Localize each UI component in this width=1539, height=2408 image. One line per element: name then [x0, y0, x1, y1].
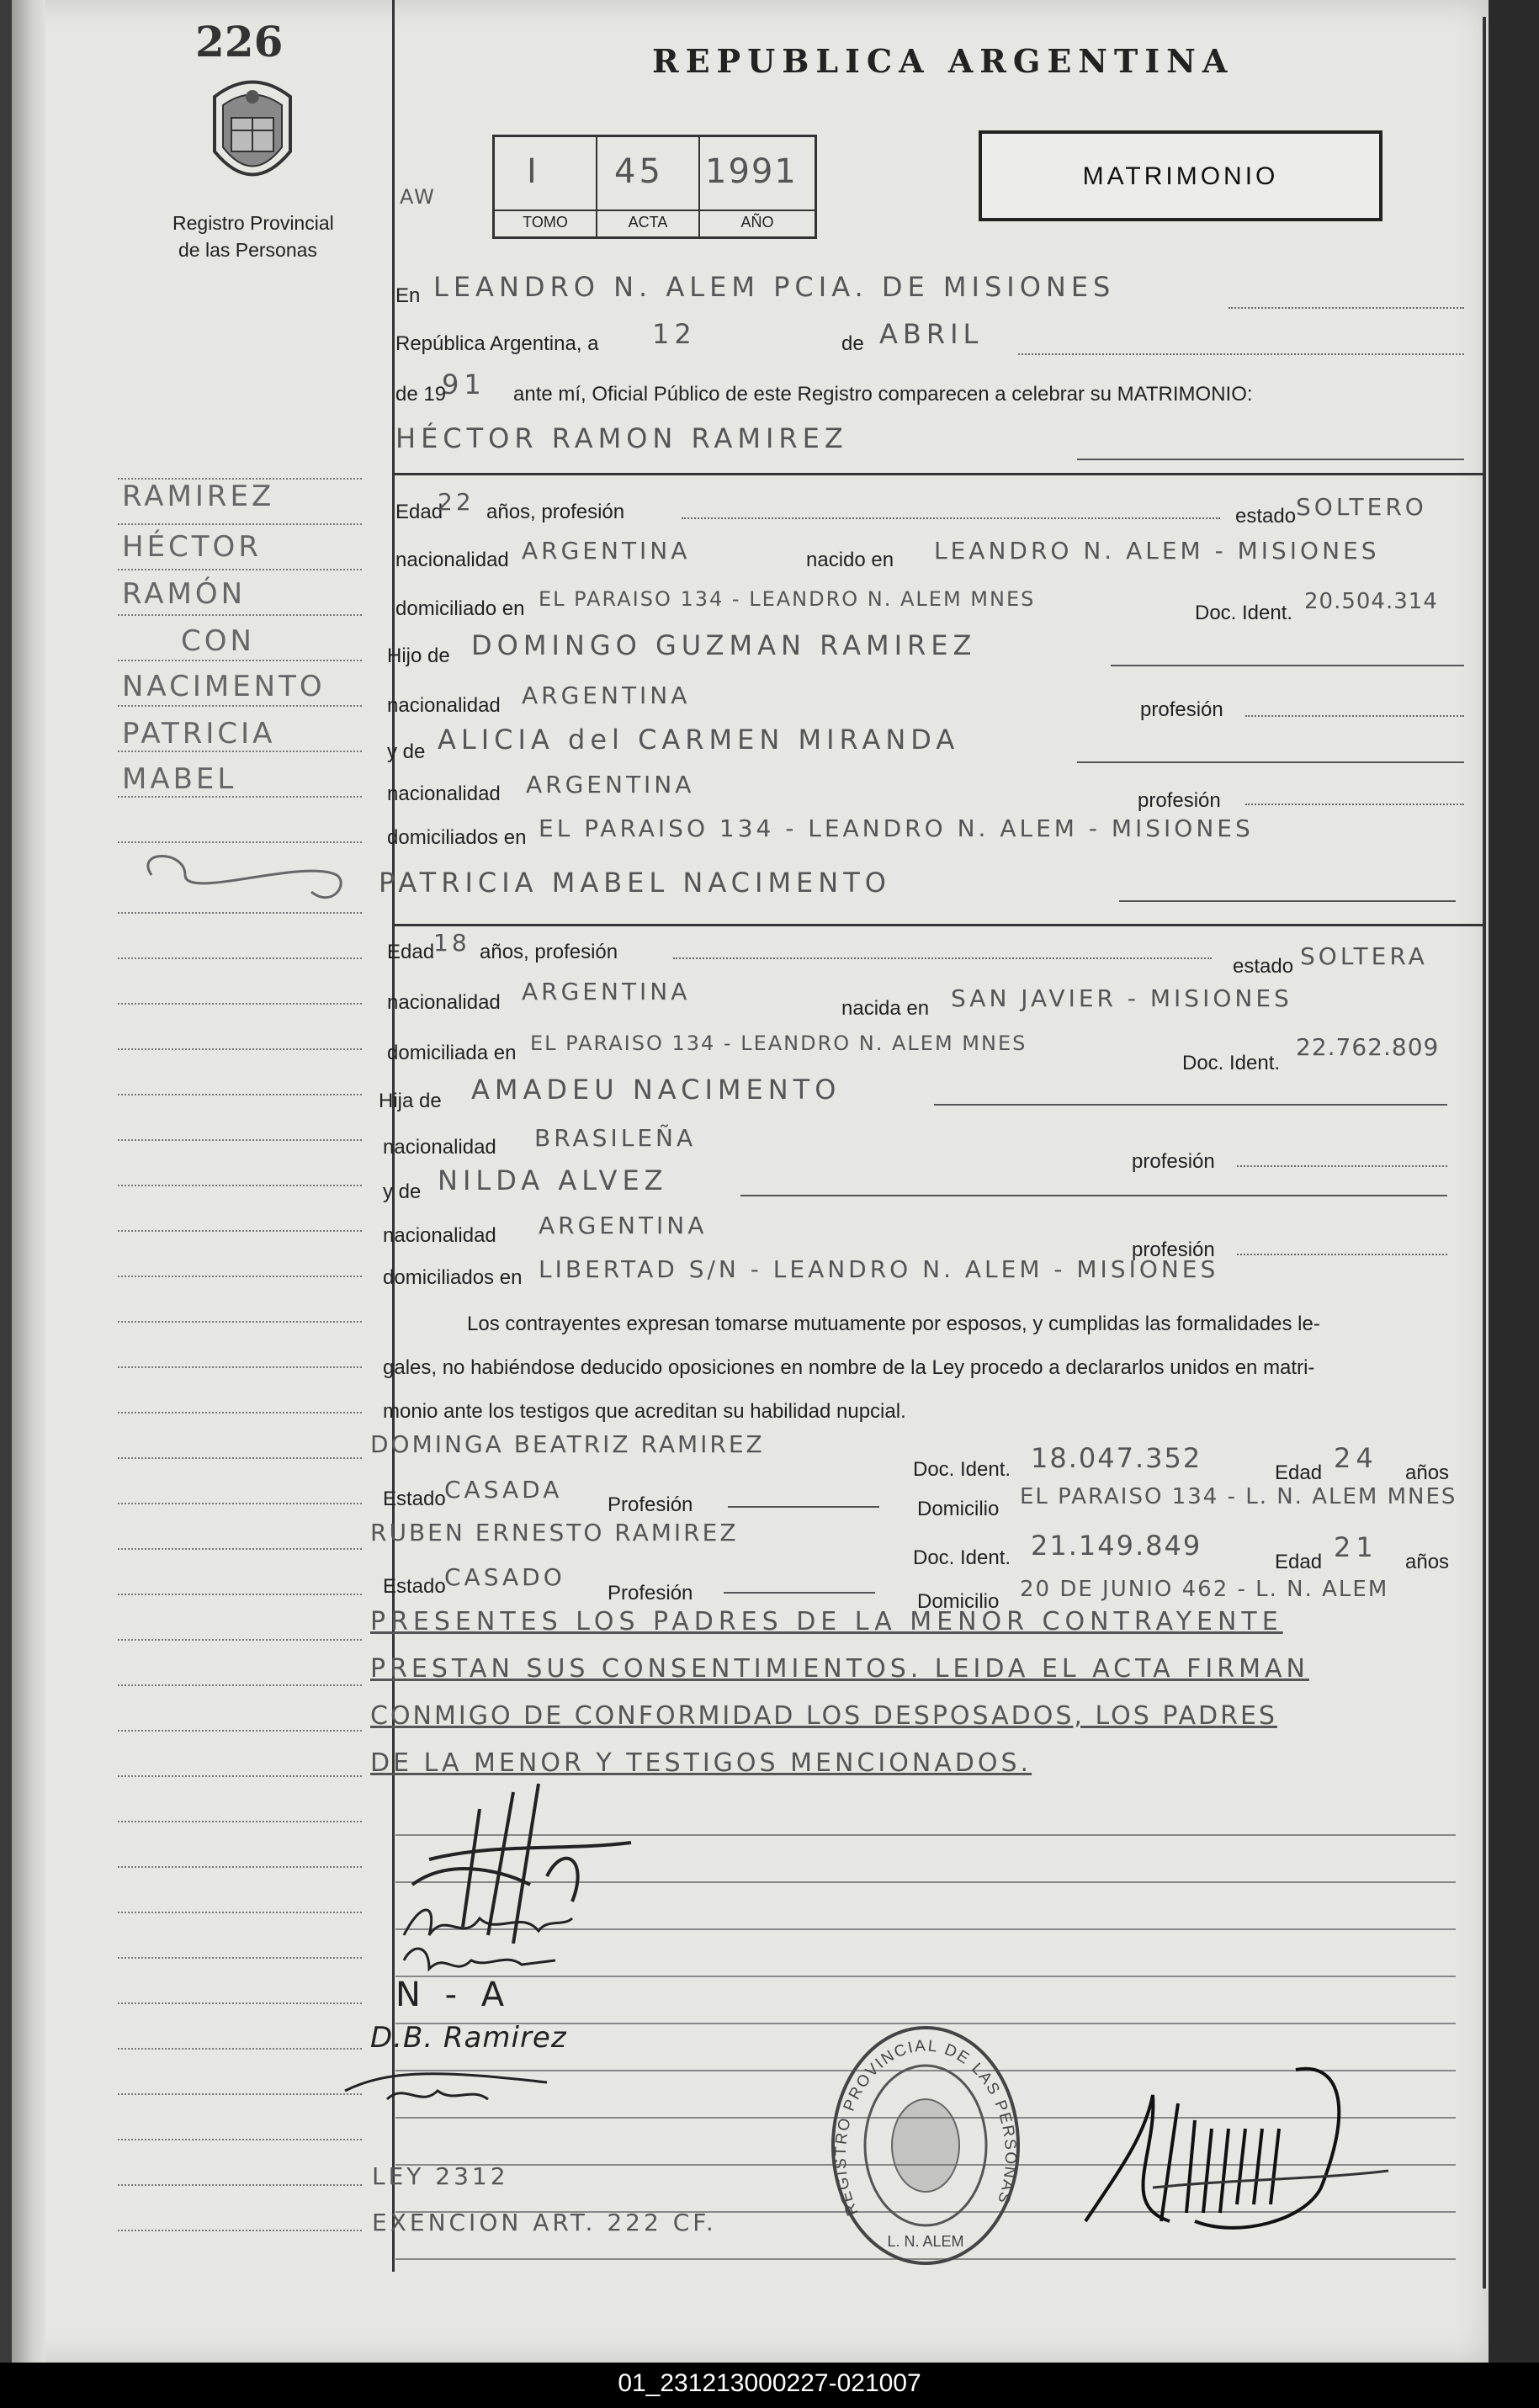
margin-line — [118, 1639, 362, 1641]
bride-mother-prof-label: profesión — [1132, 1238, 1215, 1261]
registry-name-line2: de las Personas — [178, 239, 317, 261]
fill-line — [1111, 665, 1464, 666]
groom-parents-domicilio: EL PARAISO 134 - LEANDRO N. ALEM - MISIONES — [539, 814, 1254, 842]
witness-2-profesion-label: Profesión — [608, 1582, 693, 1604]
margin-line — [118, 1594, 362, 1595]
declaration-line-1: Los contrayentes expresan tomarse mutuamente por esposos, y cumplidas las formalidades le- — [467, 1313, 1320, 1335]
margin-connector: CON — [181, 624, 255, 658]
margin-line — [118, 1276, 362, 1277]
bride-name: PATRICIA MABEL NACIMENTO — [379, 867, 891, 899]
groom-name: HÉCTOR RAMON RAMIREZ — [395, 422, 848, 454]
witness-1-edad: 24 — [1334, 1442, 1378, 1474]
de-label: de — [841, 332, 864, 355]
acta-value: 45 — [614, 152, 664, 191]
bride-mother: NILDA ALVEZ — [438, 1164, 668, 1196]
margin-name-second: RAMÓN — [122, 577, 247, 611]
groom-nacionalidad: ARGENTINA — [522, 537, 691, 565]
groom-father-nac-label: nacionalidad — [387, 694, 501, 717]
margin-line — [118, 1230, 362, 1232]
fill-line — [934, 1104, 1447, 1106]
note-line-2: PRESTAN SUS CONSENTIMIENTOS. LEIDA EL ACTA FIRMAN — [370, 1654, 1309, 1684]
margin-line — [118, 569, 362, 570]
bride-dom-label: domiciliada en — [387, 1042, 517, 1064]
groom-mother-nac-label: nacionalidad — [387, 782, 501, 805]
page-edge — [1489, 0, 1539, 2363]
bride-yde-label: y de — [383, 1180, 422, 1203]
bride-edad-label: Edad — [387, 941, 435, 963]
declaration-line-3: monio ante los testigos que acreditan su habilidad nupcial. — [383, 1400, 906, 1423]
witness-2-edad-label: Edad — [1275, 1551, 1323, 1573]
margin-line — [118, 957, 362, 959]
acta-cell — [597, 137, 700, 236]
groom-father-nacionalidad: ARGENTINA — [522, 682, 691, 709]
bride-nacionalidad: ARGENTINA — [522, 978, 691, 1005]
groom-mother-prof-label: profesión — [1138, 789, 1221, 812]
bride-mother-nac-label: nacionalidad — [383, 1224, 496, 1247]
registry-name-line1: Registro Provincial — [172, 212, 334, 234]
fill-line — [1237, 1254, 1447, 1255]
margin-line — [118, 1139, 362, 1141]
bride-edad: 18 — [433, 929, 470, 957]
groom-dom-label: domiciliado en — [395, 597, 525, 620]
act-day: 12 — [652, 318, 697, 350]
fill-line — [1229, 307, 1464, 309]
bride-hija-label: Hija de — [379, 1090, 442, 1112]
act-year: 91 — [442, 369, 486, 400]
margin-line — [118, 1366, 362, 1368]
tomo-label: TOMO — [495, 210, 596, 231]
margin-line — [118, 1457, 362, 1459]
bride-domicilio: EL PARAISO 134 - LEANDRO N. ALEM MNES — [530, 1032, 1027, 1055]
section-divider — [392, 473, 1486, 475]
country-title: REPUBLICA ARGENTINA — [652, 42, 1234, 80]
exemption-reference: EXENCION ART. 222 CF. — [372, 2209, 717, 2236]
margin-line — [118, 1321, 362, 1323]
bride-anos-label: años, profesión — [480, 941, 618, 963]
law-reference: LEY 2312 — [372, 2162, 509, 2190]
bride-estado-label: estado — [1233, 955, 1294, 978]
margin-line — [118, 912, 362, 914]
fill-line — [740, 1195, 1447, 1196]
fill-line — [682, 517, 1220, 519]
witness-1-anos-label: años — [1405, 1461, 1450, 1484]
bride-parents-domicilio: LIBERTAD S/N - LEANDRO N. ALEM - MISIONES — [539, 1255, 1219, 1283]
margin-line — [118, 2184, 362, 2186]
witness-1-doc-label: Doc. Ident. — [913, 1458, 1011, 1481]
seal-inner-text: L. N. ALEM — [887, 2233, 964, 2250]
note-line-1: PRESENTES LOS PADRES DE LA MENOR CONTRAYENTE — [370, 1607, 1283, 1636]
margin-line — [118, 2048, 362, 2050]
groom-doc: 20.504.314 — [1304, 589, 1438, 614]
tomo-cell — [495, 137, 597, 236]
witness-2-domicilio: 20 DE JUNIO 462 - L. N. ALEM — [1020, 1577, 1389, 1602]
fill-line — [728, 1506, 879, 1508]
witness-2-name: RUBEN ERNESTO RAMIREZ — [370, 1519, 739, 1546]
margin-bride-surname: NACIMENTO — [122, 670, 326, 703]
bride-father: AMADEU NACIMENTO — [471, 1074, 841, 1106]
signature-officer — [1069, 2053, 1422, 2263]
margin-line — [118, 523, 362, 525]
section-divider — [392, 924, 1486, 926]
acta-label: ACTA — [597, 210, 698, 231]
registry-place: LEANDRO N. ALEM PCIA. DE MISIONES — [433, 271, 1116, 303]
bride-father-prof-label: profesión — [1132, 1150, 1215, 1173]
witness-1-doc: 18.047.352 — [1031, 1442, 1202, 1474]
anio-value: 1991 — [705, 152, 798, 191]
groom-edad: 22 — [438, 488, 475, 516]
margin-flourish — [135, 841, 353, 909]
witness-2-domicilio-label: Domicilio — [917, 1590, 1000, 1613]
signature-flourish — [337, 2066, 555, 2116]
bride-nac-label: nacionalidad — [387, 991, 501, 1014]
note-line-3: CONMIGO DE CONFORMIDAD LOS DESPOSADOS, LOS PADRES — [370, 1701, 1277, 1731]
witness-2-edad: 21 — [1334, 1531, 1378, 1563]
fill-line — [1119, 900, 1456, 902]
margin-line — [118, 1684, 362, 1686]
bride-birthplace: SAN JAVIER - MISIONES — [951, 984, 1292, 1012]
margin-line — [118, 660, 362, 661]
margin-line — [118, 1185, 362, 1186]
groom-nac-label: nacionalidad — [395, 549, 509, 571]
bride-father-nacionalidad: BRASILEÑA — [534, 1124, 697, 1152]
coat-of-arms-icon — [206, 72, 299, 198]
groom-nacido-label: nacido en — [806, 549, 894, 571]
margin-line — [118, 2139, 362, 2140]
fill-line — [1245, 715, 1464, 717]
margin-name-first: HÉCTOR — [122, 530, 262, 564]
witness-1-domicilio: EL PARAISO 134 - L. N. ALEM MNES — [1020, 1484, 1457, 1509]
witness-1-edad-label: Edad — [1275, 1461, 1323, 1484]
groom-estado-label: estado — [1235, 505, 1297, 528]
bride-doc-label: Doc. Ident. — [1182, 1052, 1281, 1074]
margin-line — [118, 1957, 362, 1959]
margin-line — [118, 1866, 362, 1868]
tomo-value: I — [527, 152, 540, 191]
act-type-label: MATRIMONIO — [1082, 162, 1279, 190]
margin-line — [118, 1412, 362, 1414]
fill-line — [724, 1592, 875, 1594]
declaration-line-2: gales, no habiéndose deducido oposiciones en nombre de la Ley procedo a declararlos unidos en matri- — [383, 1356, 1315, 1379]
groom-doc-label: Doc. Ident. — [1195, 602, 1293, 624]
margin-name-surname: RAMIREZ — [122, 480, 275, 513]
witness-2-estado-label: Estado — [383, 1575, 446, 1598]
margin-bride-first: PATRICIA — [122, 717, 276, 751]
margin-line — [118, 2230, 362, 2231]
republica-label: República Argentina, a — [395, 332, 599, 355]
witness-2-doc: 21.149.849 — [1031, 1530, 1202, 1562]
groom-edad-label: Edad — [395, 501, 443, 523]
witness-1-estado: CASADA — [444, 1476, 563, 1504]
groom-parents-dom-label: domiciliados en — [387, 826, 527, 849]
witness-2-estado: CASADO — [444, 1563, 565, 1591]
fill-line — [1077, 761, 1464, 763]
margin-line — [118, 796, 362, 798]
fill-line — [1245, 804, 1464, 805]
witness-1-estado-label: Estado — [383, 1488, 446, 1510]
act-type-box — [979, 130, 1382, 221]
fill-line — [1237, 1165, 1447, 1167]
margin-line — [118, 751, 362, 752]
book-binding — [12, 0, 45, 2363]
groom-mother: ALICIA del CARMEN MIRANDA — [438, 724, 960, 756]
image-id-caption: 01_231213000227-021007 — [618, 2369, 921, 2397]
groom-birthplace: LEANDRO N. ALEM - MISIONES — [934, 537, 1380, 565]
bride-parents-dom-label: domiciliados en — [383, 1266, 523, 1289]
margin-line — [118, 1821, 362, 1822]
groom-hijo-label: Hijo de — [387, 644, 450, 667]
groom-father-prof-label: profesión — [1140, 698, 1223, 721]
groom-anos-label: años, profesión — [486, 501, 625, 523]
bride-nacida-label: nacida en — [841, 997, 930, 1020]
margin-line — [118, 1548, 362, 1550]
witness-1-profesion-label: Profesión — [608, 1493, 693, 1516]
margin-line — [118, 1503, 362, 1504]
anio-cell — [700, 137, 815, 236]
witness-1-name: DOMINGA BEATRIZ RAMIREZ — [370, 1430, 765, 1458]
fill-line — [1077, 459, 1464, 460]
registry-seal-stamp — [825, 2019, 1027, 2272]
margin-annotation: AW — [400, 185, 436, 209]
note-line-4: DE LA MENOR Y TESTIGOS MENCIONADOS. — [370, 1748, 1032, 1778]
witness-2-anos-label: años — [1405, 1551, 1450, 1573]
margin-line — [118, 1094, 362, 1095]
groom-domicilio: EL PARAISO 134 - LEANDRO N. ALEM MNES — [539, 587, 1036, 611]
bride-mother-nacionalidad: ARGENTINA — [539, 1212, 708, 1239]
margin-line — [118, 2093, 362, 2095]
margin-line — [118, 1912, 362, 1913]
seal-outer-text: REGISTRO PROVINCIAL DE LAS PERSONAS — [831, 2037, 1020, 2219]
groom-mother-nacionalidad: ARGENTINA — [526, 771, 695, 798]
groom-yde-label: y de — [387, 740, 426, 763]
margin-line — [118, 1730, 362, 1732]
witness-1-domicilio-label: Domicilio — [917, 1498, 1000, 1520]
groom-estado: SOLTERO — [1296, 493, 1427, 521]
right-border — [1483, 17, 1486, 2289]
fill-line — [1018, 353, 1464, 355]
bride-doc: 22.762.809 — [1296, 1033, 1440, 1061]
margin-line — [118, 1775, 362, 1777]
margin-line — [118, 1003, 362, 1005]
witness-2-doc-label: Doc. Ident. — [913, 1546, 1011, 1569]
margin-line — [118, 2002, 362, 2004]
signature-witness-name: D.B. Ramirez — [370, 2021, 567, 2055]
folio-number: 226 — [195, 17, 284, 66]
en-label: En — [395, 284, 421, 307]
margin-bride-second: MABEL — [122, 762, 237, 796]
act-month: ABRIL — [879, 318, 984, 350]
signature-initials: N - A — [395, 1976, 512, 2014]
margin-line — [118, 705, 362, 707]
intro-text: ante mí, Oficial Público de este Registro comparecen a celebrar su MATRIMONIO: — [513, 383, 1253, 406]
act-reference-box — [492, 135, 817, 239]
anio-label: AÑO — [700, 210, 815, 231]
fill-line — [673, 957, 1212, 959]
margin-line — [118, 1048, 362, 1050]
margin-line — [118, 614, 362, 616]
bride-father-nac-label: nacionalidad — [383, 1136, 496, 1159]
groom-father: DOMINGO GUZMAN RAMIREZ — [471, 629, 977, 661]
bride-estado: SOLTERA — [1300, 942, 1428, 970]
year-prefix: de 19 — [395, 383, 447, 406]
